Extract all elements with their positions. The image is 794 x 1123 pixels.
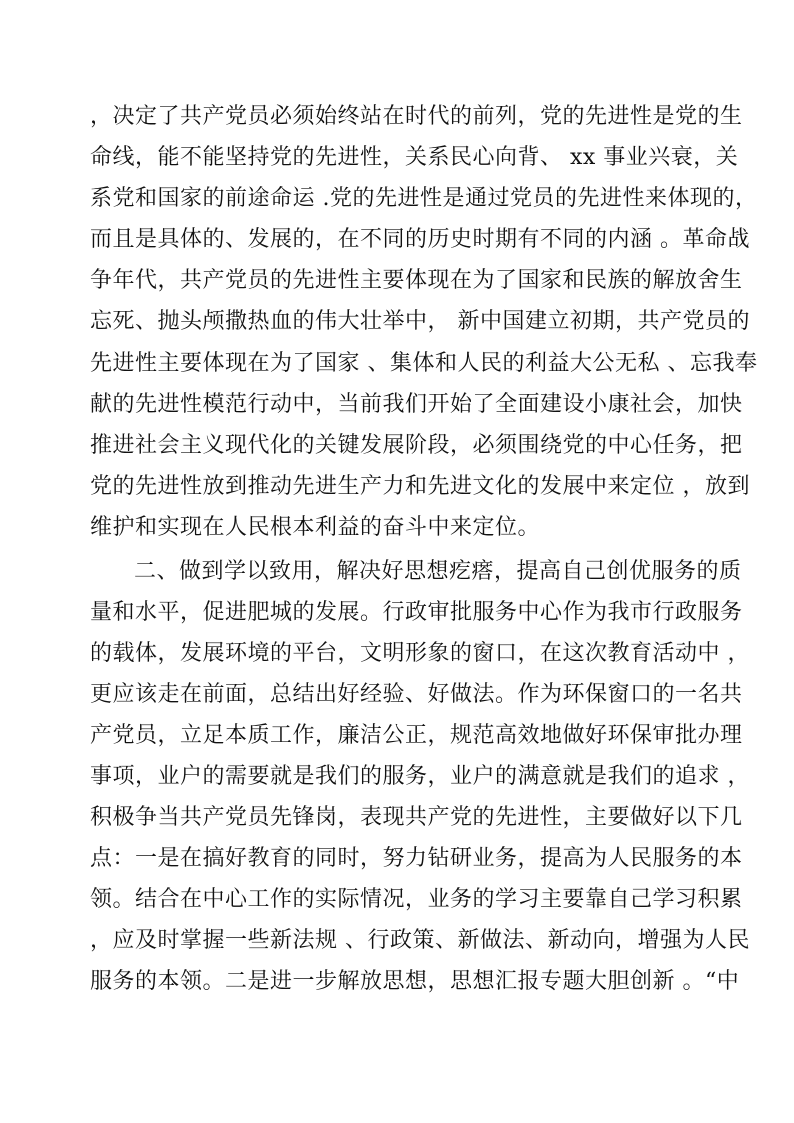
- text-line: 服务的本领。二是进一步解放思想，思想汇报专题大胆创新 。“中: [90, 969, 740, 994]
- text-line: 更应该走在前面，总结出好经验、好做法。作为环保窗口的一名共: [90, 682, 743, 707]
- text-line: 争年代，共产党员的先进性主要体现在为了国家和民族的解放舍生: [90, 268, 743, 293]
- text-line: 量和水平，促进肥城的发展。行政审批服务中心作为我市行政服务: [90, 600, 743, 625]
- text-line: 命线，能不能坚持党的先进性，关系民心向背、 xx 事业兴衰，关: [90, 145, 739, 170]
- text-line: ，决定了共产党员必须始终站在时代的前列，党的先进性是党的生: [90, 104, 743, 129]
- text-line: 而且是具体的、发展的，在不同的历史时期有不同的内涵 。革命战: [90, 227, 750, 252]
- text-line: 先进性主要体现在为了国家 、集体和人民的利益大公无私 、忘我奉: [90, 351, 758, 376]
- paragraph-start-line: 二、做到学以致用，解决好思想疙瘩，提高自己创优服务的质: [134, 559, 742, 584]
- text-line: 系党和国家的前途命运 .党的先进性是通过党员的先进性来体现的，: [90, 186, 758, 211]
- text-line: 点：一是在搞好教育的同时，努力钻研业务，提高为人民服务的本: [90, 846, 743, 871]
- text-line: 产党员，立足本质工作，廉洁公正，规范高效地做好环保审批办理: [90, 723, 743, 748]
- text-line: 忘死、抛头颅撒热血的伟大壮举中， 新中国建立初期，共产党员的: [90, 309, 750, 334]
- text-line: ，应及时掌握一些新法规 、行政策、新做法、新动向，增强为人民: [90, 928, 750, 953]
- text-line: 领。结合在中心工作的实际情况，业务的学习主要靠自己学习积累: [90, 887, 743, 912]
- text-line: 献的先进性模范行动中，当前我们开始了全面建设小康社会，加快: [90, 392, 743, 417]
- text-line: 推进社会主义现代化的关键发展阶段，必须围绕党的中心任务，把: [90, 433, 743, 458]
- text-line: 党的先进性放到推动先进生产力和先进文化的发展中来定位 ，放到: [90, 474, 750, 499]
- text-line: 事项，业户的需要就是我们的服务，业户的满意就是我们的追求 ，: [90, 764, 750, 789]
- text-line: 的载体，发展环境的平台，文明形象的窗口，在这次教育活动中 ，: [90, 641, 750, 666]
- text-line: 维护和实现在人民根本利益的奋斗中来定位。: [90, 515, 541, 540]
- text-line: 积极争当共产党员先锋岗，表现共产党的先进性，主要做好以下几: [90, 805, 743, 830]
